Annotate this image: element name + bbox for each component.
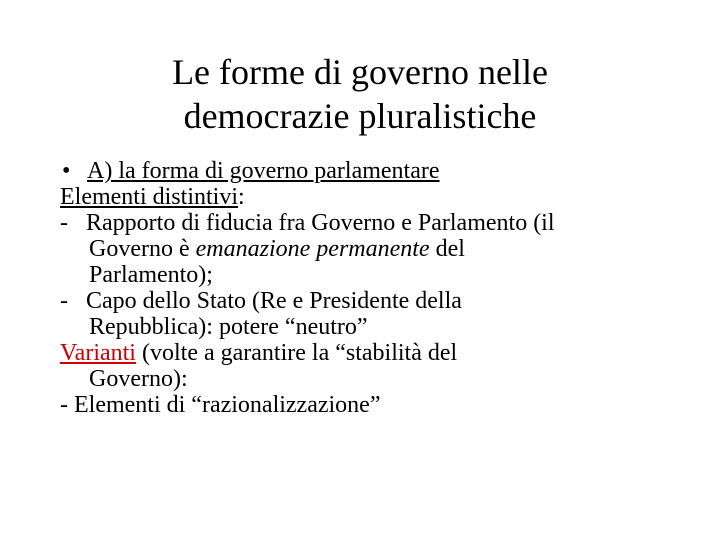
bullet-item (62, 158, 682, 184)
item1-line-3: Parlamento); (89, 262, 213, 288)
title-line-1: Le forme di governo nelle (172, 52, 548, 92)
list-item-capo-stato (60, 288, 682, 314)
bullet-mark: • (62, 158, 71, 184)
item1-text-2a: Governo è (89, 236, 196, 262)
varianti-label: Varianti (60, 340, 136, 366)
varianti-line-2: Governo): (89, 366, 188, 392)
item1-text-line-1: Rapporto di fiducia fra Governo e Parlamento (il (86, 210, 555, 236)
varianti-line (60, 340, 682, 366)
slide-body (62, 158, 682, 418)
dash-mark: - (60, 210, 68, 236)
title-line-2: democrazie pluralistiche (183, 96, 537, 136)
list-item-razionalizzazione: - Elementi di “razionalizzazione” (60, 392, 381, 418)
slide-title (90, 50, 630, 138)
item2-text-line-1: Capo dello Stato (Re e Presidente della (86, 288, 462, 314)
item1-line-2 (62, 236, 682, 262)
item2-line-2: Repubblica): potere “neutro” (89, 314, 368, 340)
elementi-heading (60, 184, 682, 210)
varianti-text-1: (volte a garantire la “stabilità del (135, 340, 458, 366)
elementi-suffix: : (237, 184, 245, 210)
item1-text-2c: del (429, 236, 465, 262)
elementi-label: Elementi distintivi (60, 184, 238, 210)
list-item-fiducia (60, 210, 682, 236)
item1-text-2b: emanazione permanente (195, 236, 430, 262)
bullet-text: A) la forma di governo parlamentare (87, 158, 440, 184)
dash-mark: - (60, 288, 68, 314)
